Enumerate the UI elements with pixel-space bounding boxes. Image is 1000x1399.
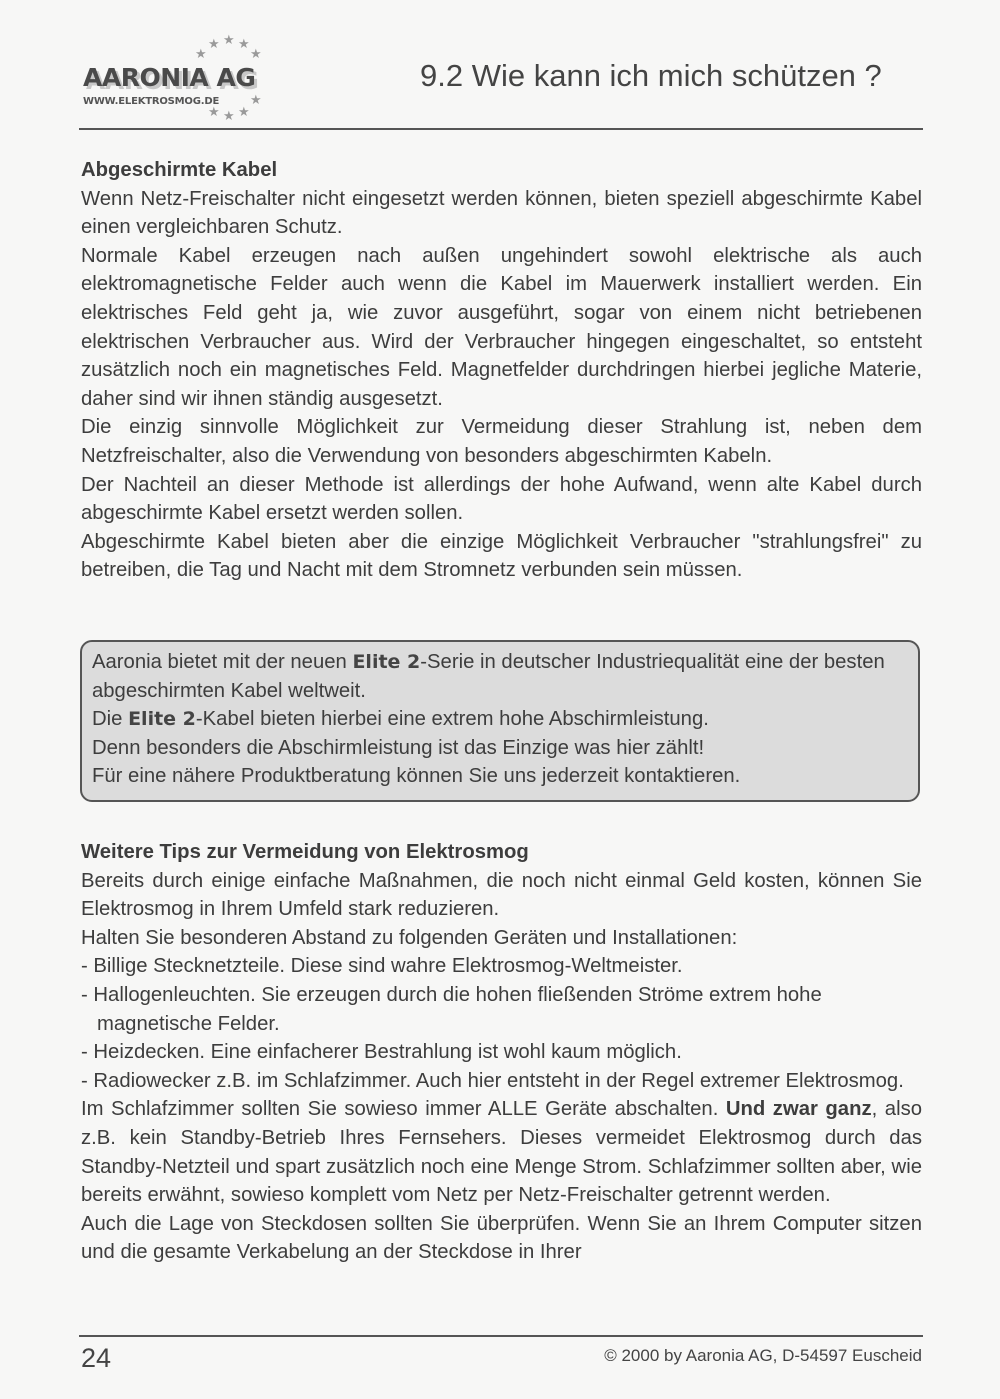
paragraph	[81, 1095, 922, 1209]
copyright: © 2000 by Aaronia AG, D-54597 Euscheid	[604, 1346, 922, 1365]
star-icon: ★	[238, 104, 250, 119]
section-heading: Weitere Tips zur Vermeidung von Elektrosmog	[81, 841, 529, 863]
star-icon: ★	[208, 104, 220, 119]
info-line	[92, 648, 908, 705]
section-heading: Abgeschirmte Kabel	[81, 159, 278, 181]
logo-brand: AARONIA AG	[83, 63, 256, 92]
star-icon: ★	[238, 36, 250, 51]
product-name: Elite 2	[128, 708, 196, 731]
paragraph: Bereits durch einige einfache Maßnahmen, die noch nicht einmal Geld kosten, können Sie Elektrosmog in Ihrem Umfeld stark reduzieren.	[81, 869, 922, 921]
paragraph: Der Nachteil an dieser Methode ist allerdings der hohe Aufwand, wenn alte Kabel durch abgeschirmte Kabel ersetzt werden sollen.	[81, 473, 922, 525]
text: Im Schlafzimmer sollten Sie sowieso immer ALLE Geräte abschalten.	[81, 1098, 726, 1121]
paragraph: Die einzig sinnvolle Möglichkeit zur Vermeidung dieser Strahlung ist, neben dem Netzfreischalter, also die Verwendung von besonders abgeschirmten Kabeln.	[81, 416, 922, 467]
emphasis: Und zwar ganz	[725, 1098, 872, 1121]
info-text: -Serie in deutscher Industriequalität eine der besten abgeschirmten Kabel weltweit.	[92, 651, 885, 702]
list-item: - Heizdecken. Eine einfacherer Bestrahlung ist wohl kaum möglich.	[81, 1041, 682, 1064]
list-item: - Billige Stecknetzteile. Diese sind wahre Elektrosmog-Weltmeister.	[81, 955, 683, 978]
footer-divider	[79, 1335, 923, 1337]
info-line: Für eine nähere Produktberatung können Sie uns jederzeit kontaktieren.	[92, 765, 741, 788]
product-name: Elite 2	[352, 651, 421, 673]
page-number: 24	[81, 1343, 112, 1373]
list-item: - Hallogenleuchten. Sie erzeugen durch die hohen fließenden Ströme extrem hohe magnetische Felder.	[81, 983, 822, 1035]
paragraph: Wenn Netz-Freischalter nicht eingesetzt werden können, bieten speziell abgeschirmte Kabel einen vergleichbaren Schutz.	[81, 187, 922, 239]
section-weitere-tips	[81, 838, 922, 1267]
page-title: 9.2 Wie kann ich mich schützen ?	[420, 58, 882, 93]
text: , also z.B. kein Standby-Betrieb Ihres Fernsehers. Dieses vermeidet Elektrosmog durch das Standby-Netzteil und spart zusätzlich noch eine Menge Strom. Schlafzimmer sollten aber, wie bereits erwähnt, sowieso komplett vom Netz per Netz-Freischalter getrennt werden.	[81, 1098, 922, 1207]
info-text: Aaronia bietet mit der neuen	[92, 651, 353, 673]
paragraph: Auch die Lage von Steckdosen sollten Sie überprüfen. Wenn Sie an Ihrem Computer sitzen und die gesamte Verkabelung an der Steckdose in Ihrer	[81, 1212, 922, 1264]
info-text: Die	[92, 708, 129, 731]
star-icon: ★	[223, 108, 235, 123]
product-info-box	[80, 640, 920, 802]
star-icon: ★	[223, 32, 235, 47]
paragraph: Halten Sie besonderen Abstand zu folgenden Geräten und Installationen:	[81, 926, 738, 949]
logo-url: WWW.ELEKTROSMOG.DE	[83, 96, 220, 107]
paragraph: Abgeschirmte Kabel bieten aber die einzige Möglichkeit Verbraucher "strahlungsfrei" zu betreiben, die Tag und Nacht mit dem Stromnetz verbunden sein müssen.	[81, 530, 922, 582]
star-icon: ★	[208, 36, 220, 51]
paragraph: Normale Kabel erzeugen nach außen ungehindert sowohl elektrische als auch elektromagnetische Felder auch wenn die Kabel im Mauerwerk installiert werden. Ein elektrisches Feld geht ja, wie zuvor ausgeführt, sogar von einem nicht betriebenen elektrischen Verbraucher aus. Wird der Verbraucher hingegen eingeschaltet, so entsteht zusätzlich noch ein magnetisches Feld. Magnetfelder durchdringen hierbei jegliche Materie, daher sind wir ihnen ständig ausgesetzt.	[81, 244, 922, 410]
company-logo	[80, 30, 280, 130]
star-icon: ★	[250, 92, 262, 107]
info-line	[92, 705, 908, 734]
star-icon: ★	[250, 46, 262, 61]
star-icon: ★	[195, 46, 207, 61]
info-line: Denn besonders die Abschirmleistung ist das Einzige was hier zählt!	[92, 736, 705, 759]
list-item: - Radiowecker z.B. im Schlafzimmer. Auch hier entsteht in der Regel extremer Elektrosmog.	[81, 1069, 904, 1092]
section-abgeschirmte-kabel	[81, 156, 922, 585]
header-divider	[79, 128, 923, 130]
info-text: -Kabel bieten hierbei eine extrem hohe Abschirmleistung.	[195, 708, 709, 731]
